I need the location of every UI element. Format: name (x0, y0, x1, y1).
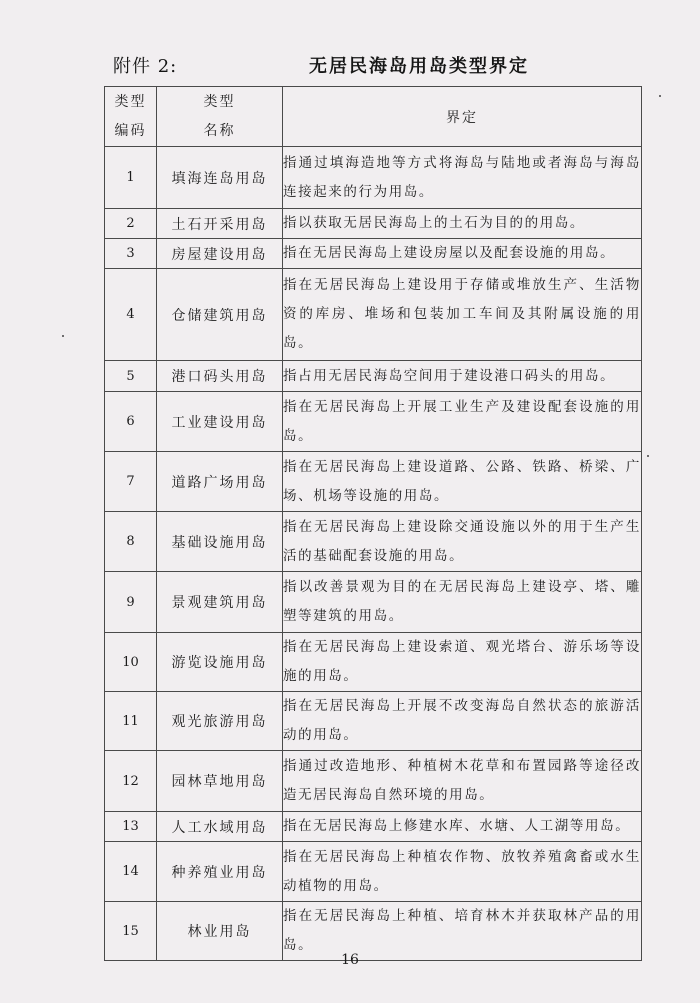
definition-cell: 指在无居民海岛上种植农作物、放牧养殖禽畜或水生动植物的用岛。 (283, 842, 642, 902)
type-code-cell: 13 (105, 812, 157, 842)
scan-speck (62, 335, 64, 337)
document-header (113, 52, 633, 84)
type-code-cell: 1 (105, 147, 157, 209)
type-code-cell: 14 (105, 842, 157, 902)
table-row (105, 572, 642, 633)
type-name-cell: 港口码头用岛 (157, 361, 283, 392)
table-row (105, 751, 642, 812)
table-row (105, 812, 642, 842)
table-row (105, 633, 642, 692)
type-code-cell: 8 (105, 512, 157, 572)
type-code-cell: 11 (105, 692, 157, 751)
table-row (105, 209, 642, 239)
type-code-cell: 5 (105, 361, 157, 392)
definition-cell: 指在无居民海岛上开展工业生产及建设配套设施的用岛。 (283, 392, 642, 452)
attachment-label: 附件 2: (113, 56, 178, 77)
header-name-line1: 类型 (203, 93, 236, 110)
definition-cell: 指在无居民海岛上修建水库、水塘、人工湖等用岛。 (283, 812, 642, 842)
header-type-name (157, 87, 283, 147)
definition-cell: 指在无居民海岛上建设用于存储或堆放生产、生活物资的库房、堆场和包装加工车间及其附属设施的用岛。 (283, 269, 642, 361)
type-name-cell: 园林草地用岛 (157, 751, 283, 812)
header-type-code (105, 87, 157, 147)
type-name-cell: 种养殖业用岛 (157, 842, 283, 902)
table-row (105, 452, 642, 512)
scan-speck (647, 455, 649, 457)
definition-cell: 指通过填海造地等方式将海岛与陆地或者海岛与海岛连接起来的行为用岛。 (283, 147, 642, 209)
table-row (105, 361, 642, 392)
type-code-cell: 12 (105, 751, 157, 812)
definition-cell: 指在无居民海岛上种植、培育林木并获取林产品的用岛。 (283, 902, 642, 961)
type-code-cell: 15 (105, 902, 157, 961)
table-body (105, 147, 642, 961)
island-use-type-table (104, 86, 642, 961)
definition-cell: 指在无居民海岛上建设房屋以及配套设施的用岛。 (283, 239, 642, 269)
type-name-cell: 土石开采用岛 (157, 209, 283, 239)
type-name-cell: 仓储建筑用岛 (157, 269, 283, 361)
type-name-cell: 填海连岛用岛 (157, 147, 283, 209)
type-code-cell: 4 (105, 269, 157, 361)
type-code-cell: 6 (105, 392, 157, 452)
type-name-cell: 景观建筑用岛 (157, 572, 283, 633)
type-code-cell: 9 (105, 572, 157, 633)
type-name-cell: 人工水域用岛 (157, 812, 283, 842)
type-name-cell: 观光旅游用岛 (157, 692, 283, 751)
header-code-line2: 编码 (114, 122, 147, 139)
header-code-line1: 类型 (114, 93, 147, 110)
type-name-cell: 游览设施用岛 (157, 633, 283, 692)
definition-cell: 指在无居民海岛上开展不改变海岛自然状态的旅游活动的用岛。 (283, 692, 642, 751)
page-number: 16 (341, 952, 359, 968)
definition-cell: 指在无居民海岛上建设索道、观光塔台、游乐场等设施的用岛。 (283, 633, 642, 692)
table-row (105, 692, 642, 751)
definition-cell: 指以获取无居民海岛上的土石为目的的用岛。 (283, 209, 642, 239)
type-name-cell: 道路广场用岛 (157, 452, 283, 512)
table-header-row (105, 87, 642, 147)
definition-cell: 指以改善景观为目的在无居民海岛上建设亭、塔、雕塑等建筑的用岛。 (283, 572, 642, 633)
scan-speck (659, 95, 661, 97)
type-name-cell: 林业用岛 (157, 902, 283, 961)
type-name-cell: 房屋建设用岛 (157, 239, 283, 269)
type-code-cell: 10 (105, 633, 157, 692)
table-row (105, 512, 642, 572)
table-row (105, 147, 642, 209)
type-code-cell: 3 (105, 239, 157, 269)
definition-cell: 指占用无居民海岛空间用于建设港口码头的用岛。 (283, 361, 642, 392)
definition-cell: 指通过改造地形、种植树木花草和布置园路等途径改造无居民海岛自然环境的用岛。 (283, 751, 642, 812)
table-row (105, 392, 642, 452)
definition-cell: 指在无居民海岛上建设除交通设施以外的用于生产生活的基础配套设施的用岛。 (283, 512, 642, 572)
header-name-line2: 名称 (203, 122, 236, 139)
table-row (105, 239, 642, 269)
table-row (105, 842, 642, 902)
header-definition: 界定 (283, 87, 642, 147)
type-name-cell: 工业建设用岛 (157, 392, 283, 452)
type-code-cell: 7 (105, 452, 157, 512)
document-title: 无居民海岛用岛类型界定 (309, 56, 529, 77)
table-row (105, 269, 642, 361)
type-name-cell: 基础设施用岛 (157, 512, 283, 572)
definition-cell: 指在无居民海岛上建设道路、公路、铁路、桥梁、广场、机场等设施的用岛。 (283, 452, 642, 512)
type-code-cell: 2 (105, 209, 157, 239)
